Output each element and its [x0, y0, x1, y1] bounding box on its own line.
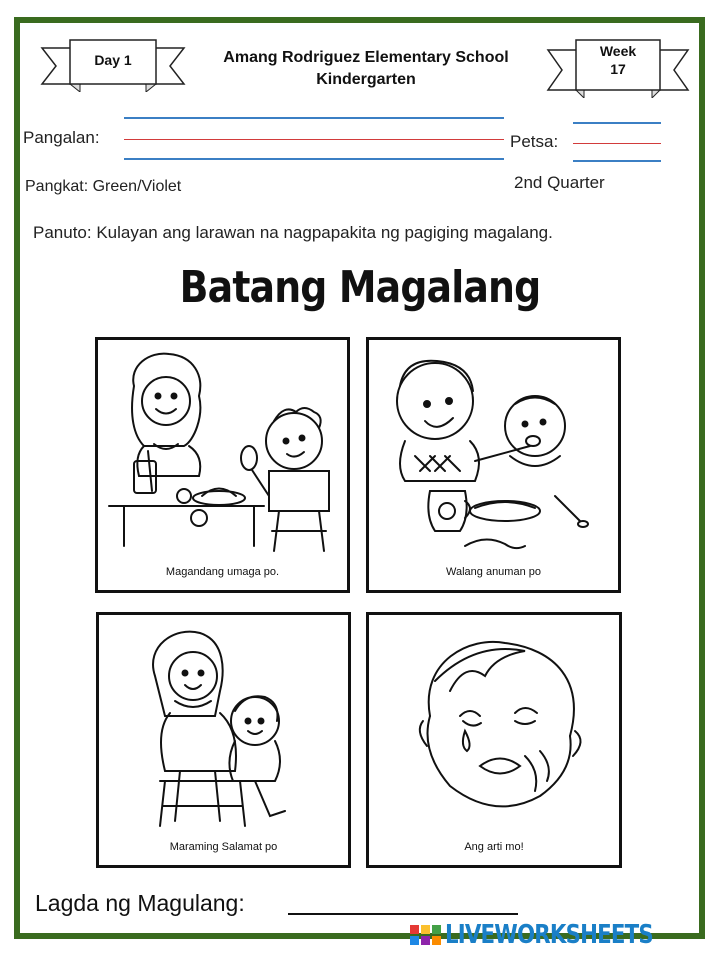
- liveworksheets-logo-icon: [410, 925, 441, 945]
- date-label: Petsa:: [510, 132, 559, 151]
- picture-card-thank-you[interactable]: [96, 612, 351, 868]
- date-line-bottom[interactable]: [573, 160, 661, 162]
- instruction-text: Panuto: Kulayan ang larawan na nagpapakita ng pagiging magalang.: [33, 223, 553, 242]
- name-line-top: [124, 117, 504, 119]
- picture-card-youre-welcome[interactable]: [366, 337, 621, 593]
- parent-signature-line[interactable]: [288, 913, 518, 915]
- quarter-label: 2nd Quarter: [514, 173, 605, 192]
- picture-card-rude[interactable]: [366, 612, 622, 868]
- day-ribbon: [40, 38, 186, 92]
- parent-signature-label: Lagda ng Magulang:: [35, 890, 245, 916]
- watermark-text: LIVEWORKSHEETS: [445, 920, 653, 950]
- week-ribbon: [546, 38, 690, 98]
- name-line-middle: [124, 139, 504, 140]
- card-caption: Ang arti mo!: [464, 841, 524, 853]
- school-name: Amang Rodriguez Elementary School: [223, 49, 509, 66]
- watermark: [410, 920, 699, 950]
- date-line-top: [573, 122, 661, 124]
- card-caption: Walang anuman po: [446, 566, 541, 578]
- feeding-scene-icon: [375, 346, 618, 556]
- crying-face-icon: [375, 621, 619, 831]
- breakfast-scene-icon: [104, 346, 347, 556]
- grade-level: Kindergarten: [316, 71, 416, 88]
- school-heading: [190, 47, 542, 91]
- picture-card-good-morning[interactable]: [95, 337, 350, 593]
- week-label: [584, 42, 652, 78]
- group-label: Pangkat: Green/Violet: [25, 178, 182, 195]
- date-line-middle: [573, 143, 661, 144]
- week-word: Week: [599, 43, 637, 59]
- card-caption: Magandang umaga po.: [165, 566, 280, 578]
- name-line-bottom[interactable]: [124, 158, 504, 160]
- card-caption: Maraming Salamat po: [169, 841, 278, 853]
- week-number: 17: [610, 61, 626, 77]
- day-label: Day 1: [94, 52, 132, 68]
- name-label: Pangalan:: [23, 128, 100, 147]
- thank-you-scene-icon: [105, 621, 348, 831]
- worksheet-title: Batang Magalang: [179, 262, 541, 313]
